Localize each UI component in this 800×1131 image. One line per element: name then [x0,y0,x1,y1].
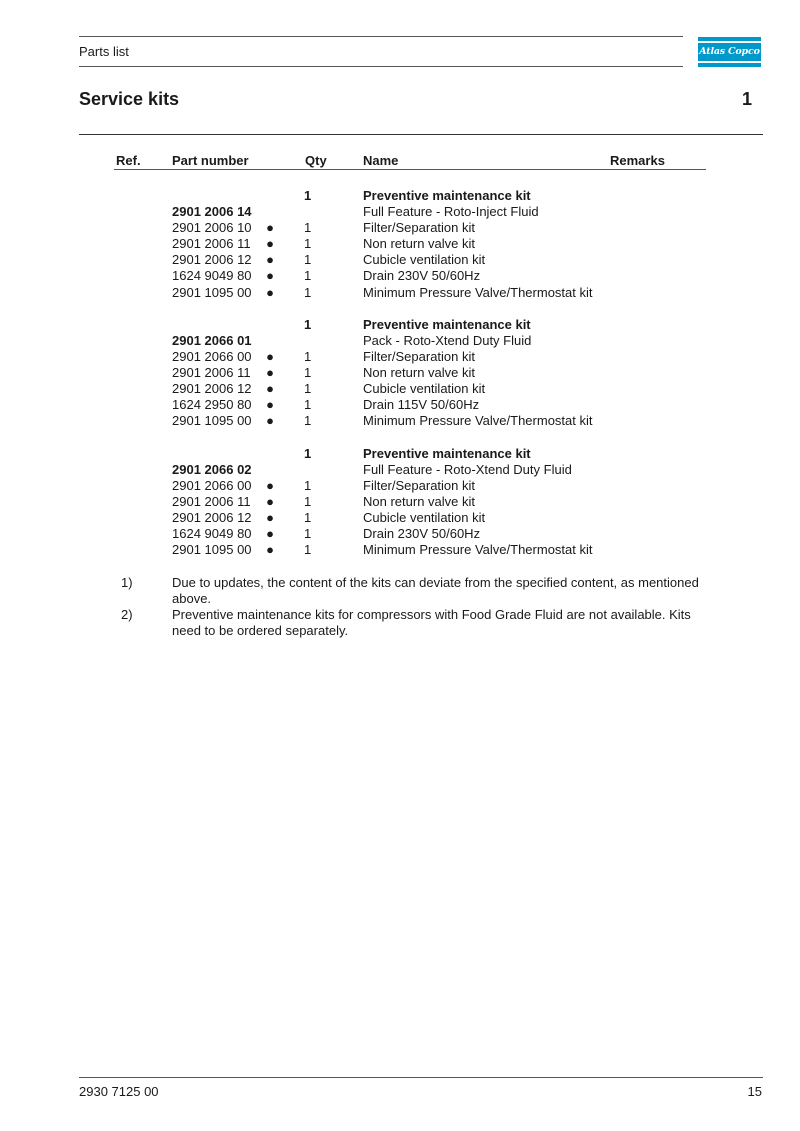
part-number: 2901 2006 12 [172,381,252,397]
part-number: 2901 2006 11 [172,236,251,252]
footnote-ref: 2) [121,607,133,622]
bullet-icon: ● [266,252,274,268]
table-row [0,236,800,252]
table-row [0,526,800,542]
part-qty: 1 [304,413,312,429]
bullet-icon: ● [266,284,274,300]
table-row [0,365,800,381]
part-number: 2901 1095 00 [172,413,252,429]
part-name: Non return valve kit [363,493,475,509]
footer-rule [79,1077,763,1078]
part-name: Filter/Separation kit [363,220,475,236]
kit-part-number: 2901 2066 02 [172,461,252,477]
kit-qty: 1 [304,445,312,461]
part-number: 1624 9049 80 [172,268,252,284]
table-row [0,494,800,510]
part-number: 2901 2066 00 [172,348,252,364]
footnotes [0,575,800,639]
kit-heading-row [0,317,800,333]
part-number: 2901 2006 11 [172,365,251,381]
part-qty: 1 [304,348,312,364]
table-row [0,413,800,429]
footnote-text: Due to updates, the content of the kits can deviate from the specified content, as mentioned above. [172,575,699,606]
logo-wordmark: Atlas Copco [698,43,761,61]
bullet-icon: ● [266,381,274,397]
bullet-icon: ● [266,348,274,364]
part-qty: 1 [304,542,312,558]
bullet-icon: ● [266,365,274,381]
header-rule-bottom [79,66,683,67]
footnote [0,607,800,639]
bullet-icon: ● [266,525,274,541]
part-qty: 1 [304,236,312,252]
kit-part-row [0,204,800,220]
part-number: 2901 2006 11 [172,493,251,509]
part-name: Minimum Pressure Valve/Thermostat kit [363,542,593,558]
table-row [0,349,800,365]
part-number: 1624 9049 80 [172,525,252,541]
part-number: 2901 2006 12 [172,509,252,525]
row-spacer [0,429,800,445]
footnote [0,575,800,607]
bullet-icon: ● [266,220,274,236]
part-qty: 1 [304,509,312,525]
footnote-ref: 1) [121,575,133,590]
document-number: 2930 7125 00 [79,1084,159,1099]
bullet-icon: ● [266,509,274,525]
logo-bar-bottom [698,63,761,67]
part-name: Cubicle ventilation kit [363,252,486,268]
part-name: Filter/Separation kit [363,477,475,493]
part-number: 1624 2950 80 [172,397,252,413]
header-section-label: Parts list [79,44,129,59]
kit-part-row [0,462,800,478]
part-name: Non return valve kit [363,365,475,381]
part-name: Cubicle ventilation kit [363,509,486,525]
part-qty: 1 [304,284,312,300]
part-number: 2901 2006 10 [172,220,252,236]
part-name: Cubicle ventilation kit [363,381,486,397]
table-row [0,478,800,494]
part-qty: 1 [304,252,312,268]
brand-logo [698,37,761,67]
parts-table [0,188,800,558]
section-number: 1 [741,89,752,109]
part-name: Minimum Pressure Valve/Thermostat kit [363,413,593,429]
column-header-rule [114,169,706,170]
kit-name: Full Feature - Roto-Xtend Duty Fluid [363,461,572,477]
header-rule-top [79,36,683,37]
part-qty: 1 [304,525,312,541]
part-name: Drain 230V 50/60Hz [363,525,481,541]
kit-qty: 1 [304,188,312,203]
bullet-icon: ● [266,397,274,413]
kit-heading: Preventive maintenance kit [363,316,531,332]
part-number: 2901 1095 00 [172,284,252,300]
column-header-part-number: Part number [172,153,249,168]
kit-part-number: 2901 2006 14 [172,204,252,220]
kit-part-number: 2901 2066 01 [172,332,252,348]
part-number: 2901 2006 12 [172,252,252,268]
part-number: 2901 1095 00 [172,542,252,558]
bullet-icon: ● [266,413,274,429]
kit-heading-row [0,446,800,462]
table-row [0,510,800,526]
table-row [0,220,800,236]
part-name: Drain 230V 50/60Hz [363,268,481,284]
table-row [0,268,800,284]
bullet-icon: ● [266,542,274,558]
logo-bar-top [698,37,761,41]
part-qty: 1 [304,381,312,397]
row-spacer [0,301,800,317]
table-row [0,252,800,268]
footnote-text: Preventive maintenance kits for compressors with Food Grade Fluid are not available. Kits need to be ordered separately. [172,607,691,638]
part-name: Drain 115V 50/60Hz [363,397,480,413]
part-qty: 1 [304,493,312,509]
kit-name: Pack - Roto-Xtend Duty Fluid [363,332,532,348]
page-number: 15 [747,1084,762,1099]
title-rule [79,134,763,135]
column-header-ref: Ref. [116,153,141,168]
part-name: Non return valve kit [363,236,475,252]
bullet-icon: ● [266,493,274,509]
part-qty: 1 [304,397,312,413]
bullet-icon: ● [266,268,274,284]
bullet-icon: ● [266,236,274,252]
table-row [0,542,800,558]
part-qty: 1 [304,268,312,284]
table-row [0,285,800,301]
table-row [0,397,800,413]
part-qty: 1 [304,477,312,493]
part-qty: 1 [304,220,312,236]
kit-qty: 1 [304,316,312,332]
bullet-icon: ● [266,477,274,493]
table-row [0,381,800,397]
part-number: 2901 2066 00 [172,477,252,493]
column-header-qty: Qty [305,153,327,168]
part-name: Minimum Pressure Valve/Thermostat kit [363,284,593,300]
column-header-remarks: Remarks [610,153,665,168]
kit-part-row [0,333,800,349]
kit-heading-row [0,188,800,204]
part-qty: 1 [304,365,312,381]
column-header-name: Name [363,153,399,168]
kit-heading: Preventive maintenance kit [363,188,531,203]
part-name: Filter/Separation kit [363,348,475,364]
page-title: Service kits [79,89,180,109]
kit-heading: Preventive maintenance kit [363,445,531,461]
kit-name: Full Feature - Roto-Inject Fluid [363,204,539,220]
